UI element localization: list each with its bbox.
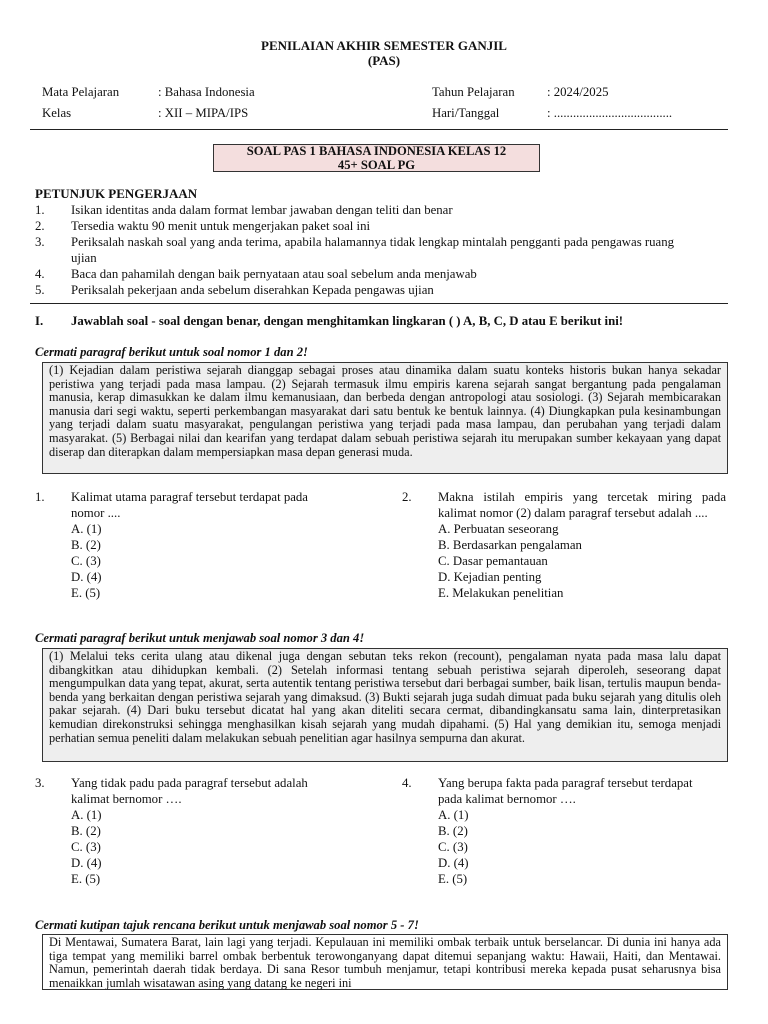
- option-c[interactable]: C. Dasar pemantauan: [438, 554, 548, 568]
- option-a[interactable]: A. Perbuatan seseorang: [438, 522, 559, 536]
- hari-tanggal-label: Hari/Tanggal: [432, 106, 500, 120]
- option-c[interactable]: C. (3): [71, 840, 101, 854]
- group3-paragraph-box: [42, 934, 728, 990]
- question-stem-line: pada kalimat bernomor ….: [438, 792, 576, 806]
- question-stem-line: Kalimat utama paragraf tersebut terdapat pada: [71, 490, 308, 504]
- tahun-pelajaran-label: Tahun Pelajaran: [432, 85, 515, 99]
- petunjuk-num: 3.: [35, 235, 45, 249]
- hari-tanggal-value: : .....................................: [547, 106, 673, 120]
- petunjuk-num: 1.: [35, 203, 45, 217]
- exam-title: PENILAIAN AKHIR SEMESTER GANJIL: [261, 38, 507, 53]
- section-text: Jawablah soal - soal dengan benar, dengan menghitamkan lingkaran ( ) A, B, C, D atau E berikut ini!: [71, 314, 624, 328]
- group1-paragraph: (1) Kejadian dalam peristiwa sejarah dianggap sebagai proses atau dinamika dalam suatu konteks historis bukan hanya sekadar peristiwa yang terjadi pada masa lampau. (2) Sejarah termasuk ilmu empiris karena sejarah sangat bergantung pada pengalaman manusia, kerap dimasukkan ke dalam ilmu kemanusiaan, dan berbeda dengan antropologi atau sosiologi. (3) Sejarah membicarakan manusia dari segi waktu, seperti perkembangan masyarakat dari satu bentuk ke bentuk lainnya. (4) Diungkapkan pula kesinambungan yang terjadi dalam suatu masyarakat, pengulangan peristiwa yang terjadi pada masa lampau, dan perubahan yang terjadi dalam masyarakat. (5) Berbagai nilai dan kearifan yang terdapat dalam sebuah peristiwa sejarah itu merupakan sumber kekayaan yang dapat diserap dan diterapkan dalam mempersiapkan masa depan generasi muda.: [49, 363, 721, 459]
- petunjuk-num: 2.: [35, 219, 45, 233]
- kelas-label: Kelas: [42, 106, 72, 120]
- petunjuk-divider: [30, 303, 728, 304]
- soal-box-line1: SOAL PAS 1 BAHASA INDONESIA KELAS 12: [246, 144, 507, 158]
- option-d[interactable]: D. Kejadian penting: [438, 570, 542, 584]
- option-d[interactable]: D. (4): [438, 856, 469, 870]
- group3-heading: Cermati kutipan tajuk rencana berikut untuk menjawab soal nomor 5 - 7!: [35, 918, 419, 932]
- question-stem-line: Yang berupa fakta pada paragraf tersebut terdapat: [438, 776, 693, 790]
- petunjuk-text: ujian: [71, 251, 97, 265]
- section-number: I.: [35, 314, 44, 328]
- option-d[interactable]: D. (4): [71, 856, 102, 870]
- group1-heading: Cermati paragraf berikut untuk soal nomor 1 dan 2!: [35, 345, 308, 359]
- question-number: 4.: [402, 776, 412, 790]
- question-stem: Makna istilah empiris yang tercetak miring pada kalimat nomor (2) dalam paragraf tersebut adalah ....: [438, 490, 726, 520]
- option-c[interactable]: C. (3): [71, 554, 101, 568]
- soal-title-box: [213, 144, 540, 172]
- soal-box-line2: 45+ SOAL PG: [337, 157, 416, 172]
- option-a[interactable]: A. (1): [438, 808, 469, 822]
- petunjuk-text: Isikan identitas anda dalam format lembar jawaban dengan teliti dan benar: [71, 203, 453, 217]
- group2-heading: Cermati paragraf berikut untuk menjawab soal nomor 3 dan 4!: [35, 631, 365, 645]
- exam-subtitle: (PAS): [367, 53, 401, 68]
- option-a[interactable]: A. (1): [71, 522, 102, 536]
- question-stem-line: nomor ....: [71, 506, 121, 520]
- question-stem-line: kalimat bernomor ….: [71, 792, 182, 806]
- petunjuk-text: Periksalah pekerjaan anda sebelum diserahkan Kepada pengawas ujian: [71, 283, 434, 297]
- petunjuk-text: Tersedia waktu 90 menit untuk mengerjakan paket soal ini: [71, 219, 371, 233]
- header-divider: [30, 129, 728, 130]
- option-b[interactable]: B. (2): [71, 538, 101, 552]
- petunjuk-text: Periksalah naskah soal yang anda terima, apabila halamannya tidak lengkap mintalah pengganti pada pengawas ruang: [71, 235, 675, 249]
- option-b[interactable]: B. (2): [438, 824, 468, 838]
- mata-pelajaran-value: : Bahasa Indonesia: [158, 85, 255, 99]
- group2-paragraph: (1) Melalui teks cerita ulang atau dikenal juga dengan sebutan teks rekon (recount), pengalaman nyata pada masa lalu dapat dibangkitkan atau dihidupkan kembali. (2) Setelah informasi tentang sebuah peristiwa sejarah diperoleh, seseorang dapat mengumpulkan data yang tepat, akurat, serta autentik tentang peristiwa tersebut dari berbagai sumber, baik lisan, tertulis maupun benda-benda yang berkaitan dengan peristiwa sejarah yang dimaksud. (3) Bukti sejarah juga sudah dimuat pada buku sejarah yang ditulis oleh pakar sejarah. (4) Dari buku tersebut dicatat hal yang akan diteliti secara cermat, dibandingkansatu sama lain, dinterpretasikan kemudian direkonstruksi sehingga menghasilkan kisah sejarah yang mudah dipahami. (5) Hal yang demikian itu, semoga menjadi perhatian semua peneliti dalam melakukan sebuah penelitian agar hasilnya sempurna dan akurat.: [49, 649, 721, 745]
- petunjuk-text: Baca dan pahamilah dengan baik pernyataan atau soal sebelum anda menjawab: [71, 267, 477, 281]
- group3-paragraph: Di Mentawai, Sumatera Barat, lain lagi yang terjadi. Kepulauan ini memiliki ombak terbaik untuk berselancar. Di dunia ini hanya ada tiga tempat yang memiliki barrel ombak berbentuk terowonganyang dapat ditemui sepanjang waktu: Hawaii, Haiti, dan Mentawai. Namun, pemerintah daerah tidak berdaya. Di sana Resor tumbuh menjamur, tetapi kontribusi mereka kepada pusat seharusnya bisa menaikkan jumlah wisatawan asing yang datang ke negeri ini: [49, 935, 721, 990]
- group1-paragraph-box: [42, 362, 728, 474]
- question-number: 2.: [402, 490, 412, 504]
- option-c[interactable]: C. (3): [438, 840, 468, 854]
- question-number: 1.: [35, 490, 45, 504]
- option-d[interactable]: D. (4): [71, 570, 102, 584]
- group2-paragraph-box: [42, 648, 728, 762]
- petunjuk-heading: PETUNJUK PENGERJAAN: [35, 186, 198, 201]
- option-e[interactable]: E. (5): [438, 872, 468, 886]
- tahun-pelajaran-value: : 2024/2025: [547, 85, 609, 99]
- mata-pelajaran-label: Mata Pelajaran: [42, 85, 120, 99]
- petunjuk-num: 5.: [35, 283, 45, 297]
- option-e[interactable]: E. Melakukan penelitian: [438, 586, 564, 600]
- option-e[interactable]: E. (5): [71, 872, 101, 886]
- petunjuk-num: 4.: [35, 267, 45, 281]
- option-e[interactable]: E. (5): [71, 586, 101, 600]
- option-a[interactable]: A. (1): [71, 808, 102, 822]
- option-b[interactable]: B. Berdasarkan pengalaman: [438, 538, 582, 552]
- question-stem-line: Yang tidak padu pada paragraf tersebut adalah: [71, 776, 308, 790]
- question-number: 3.: [35, 776, 45, 790]
- kelas-value: : XII – MIPA/IPS: [158, 106, 249, 120]
- option-b[interactable]: B. (2): [71, 824, 101, 838]
